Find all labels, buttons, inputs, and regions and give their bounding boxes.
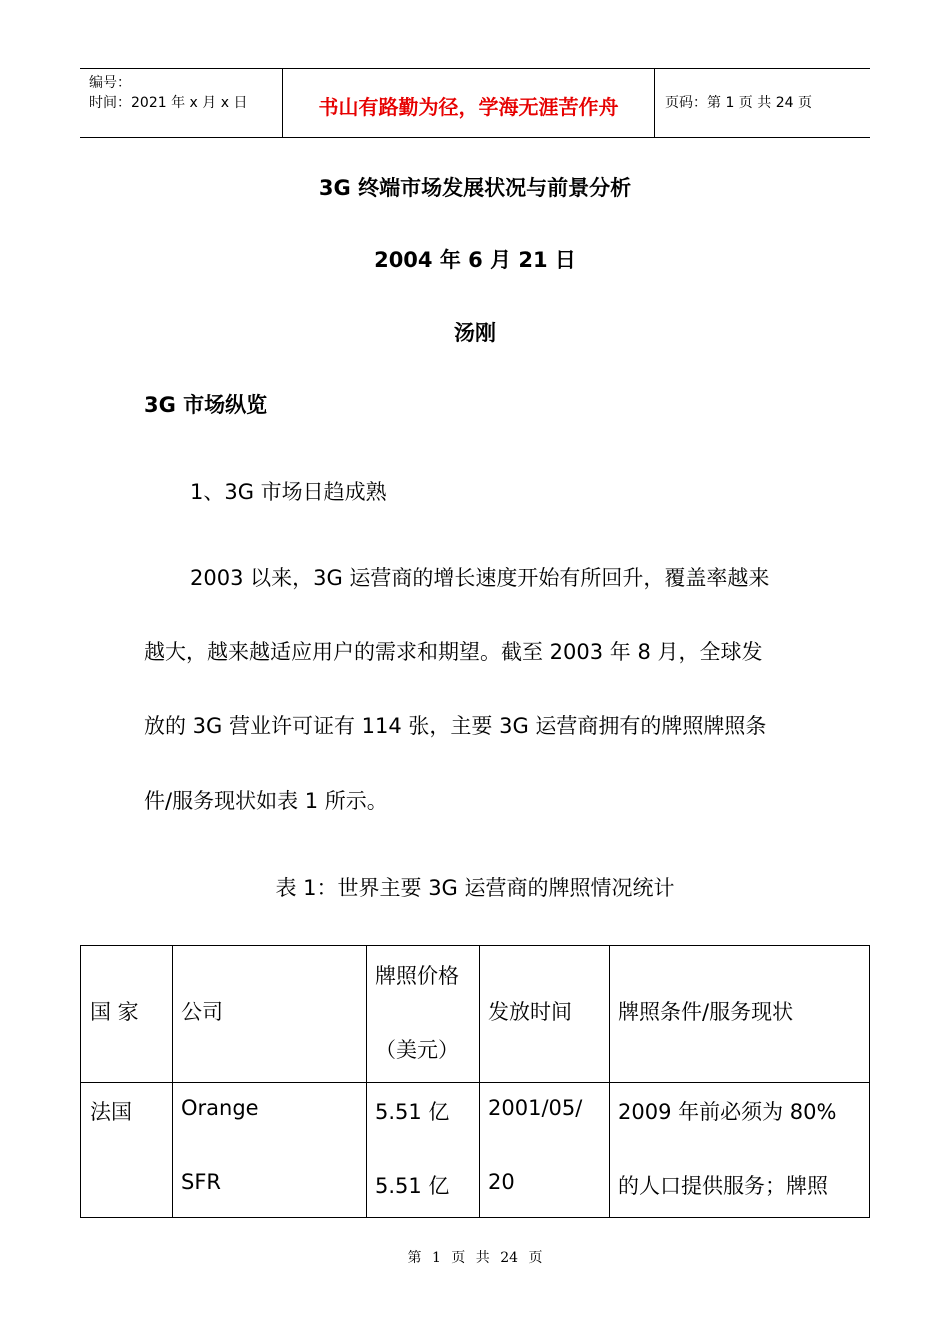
cell-conditions: 2009 年前必须为 80% — [618, 1100, 837, 1124]
subsection-heading: 1、3G 市场日趋成熟 — [190, 480, 387, 504]
cell-price: 5.51 亿 — [375, 1100, 450, 1124]
header-country: 国 家 — [90, 1000, 139, 1024]
table-caption: 表 1：世界主要 3G 运营商的牌照情况统计 — [275, 876, 675, 900]
time-label: 时间：2021 年 x 月 x 日 — [89, 95, 248, 111]
header-conditions: 牌照条件/服务现状 — [618, 1000, 794, 1024]
cell-company: SFR — [181, 1170, 222, 1194]
page-indicator: 页码：第 1 页 共 24 页 — [665, 95, 812, 111]
cell-price: 5.51 亿 — [375, 1174, 450, 1198]
header-motto-cell — [282, 69, 655, 137]
cell-company: Orange — [181, 1096, 259, 1120]
cell-issue-date: 20 — [488, 1170, 515, 1194]
license-table — [80, 945, 870, 1218]
document-author: 汤刚 — [454, 321, 496, 345]
paragraph-line: 2003 以来，3G 运营商的增长速度开始有所回升，覆盖率越来 — [190, 566, 770, 590]
motto: 书山有路勤为径，学海无涯苦作舟 — [318, 95, 619, 119]
cell-issue-date: 2001/05/ — [488, 1096, 583, 1120]
page-header — [80, 68, 870, 138]
header-company: 公司 — [181, 1000, 223, 1024]
header-price: 牌照价格 — [375, 964, 459, 988]
paragraph-line: 件/服务现状如表 1 所示。 — [144, 789, 388, 813]
cell-conditions: 的人口提供服务；牌照 — [618, 1174, 828, 1198]
section-heading: 3G 市场纵览 — [144, 393, 268, 417]
table-divider — [81, 1082, 869, 1083]
paragraph-line: 放的 3G 营业许可证有 114 张，主要 3G 运营商拥有的牌照牌照条 — [144, 714, 767, 738]
paragraph-line: 越大，越来越适应用户的需求和期望。截至 2003 年 8 月，全球发 — [144, 640, 763, 664]
page-footer: 第 1 页 共 24 页 — [407, 1250, 543, 1266]
header-issue-date: 发放时间 — [488, 1000, 572, 1024]
document-date: 2004 年 6 月 21 日 — [374, 248, 576, 272]
document-title: 3G 终端市场发展状况与前景分析 — [318, 176, 632, 200]
number-label: 编号： — [89, 75, 131, 91]
cell-country: 法国 — [90, 1100, 132, 1124]
header-price-unit: （美元） — [375, 1038, 459, 1062]
header-meta — [80, 69, 282, 137]
